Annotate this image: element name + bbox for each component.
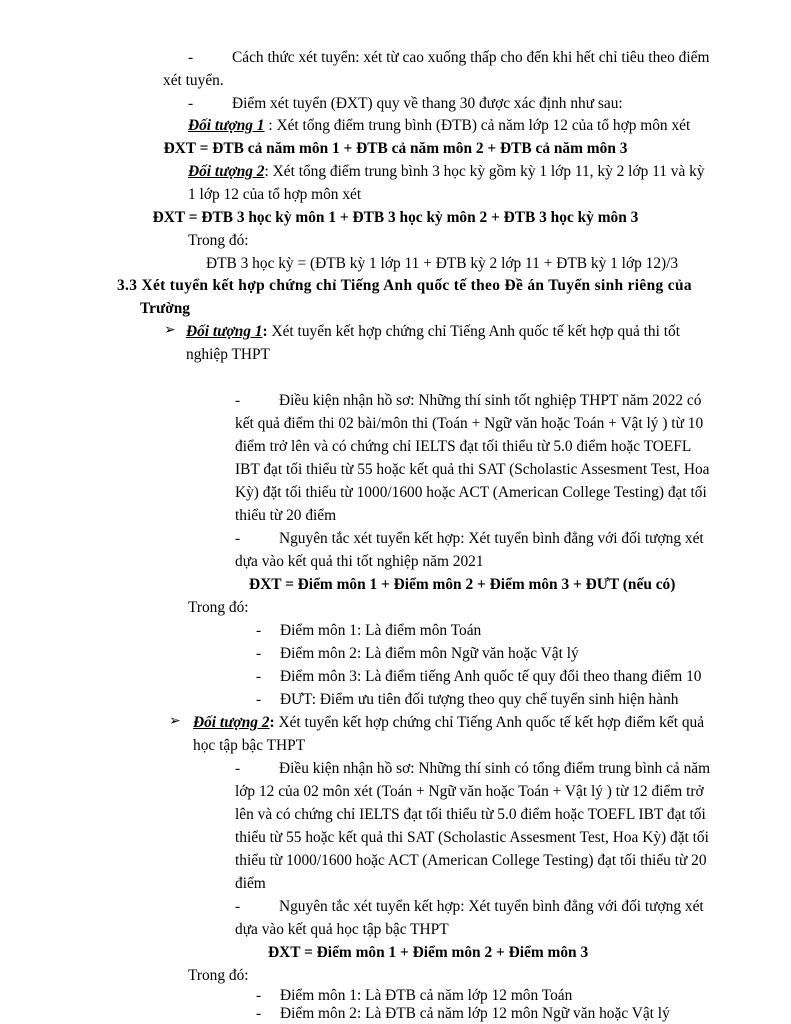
formula-2: ĐXT = ĐTB 3 học kỳ môn 1 + ĐTB 3 học kỳ môn 2 + ĐTB 3 học kỳ môn 3	[152, 209, 639, 226]
o1-text: Xét tuyển kết hợp chứng chỉ Tiếng Anh quốc tế kết hợp quả thi tốt	[267, 323, 680, 340]
arrow-bullet-icon: ➢	[169, 714, 181, 729]
list-dash: -	[256, 645, 262, 662]
dxt-intro: Điểm xét tuyển (ĐXT) quy về thang 30 được xác định như sau:	[232, 95, 623, 112]
o2-rule-line: dựa vào kết quả học tập bậc THPT	[235, 921, 449, 938]
arrow-bullet-icon: ➢	[164, 323, 176, 338]
object-2-label: Đối tượng 2	[188, 163, 265, 180]
o1-line: Đối tượng 1: Xét tuyển kết hợp chứng chỉ Tiếng Anh quốc tế kết hợp quả thi tốt	[186, 323, 680, 340]
object-2-text: : Xét tổng điểm trung bình 3 học kỳ gồm kỳ 1 lớp 11, kỳ 2 lớp 11 và kỳ	[264, 163, 705, 180]
o1-cond-line: IBT đạt tối thiểu từ 55 hoặc kết quả thi SAT (Scholastic Assesment Test, Hoa	[235, 461, 710, 478]
o1-text-cont: nghiệp THPT	[186, 346, 270, 363]
list-dash: -	[256, 987, 262, 1004]
o2-text: Xét tuyển kết hợp chứng chỉ Tiếng Anh quốc tế kết hợp điểm kết quả	[274, 714, 705, 731]
o2-item: Điểm môn 1: Là ĐTB cả năm lớp 12 môn Toán	[280, 987, 573, 1004]
o2-formula: ĐXT = Điểm môn 1 + Điểm môn 2 + Điểm môn 3	[268, 944, 589, 961]
o2-text-cont: học tập bậc THPT	[193, 737, 306, 754]
list-dash: -	[256, 622, 262, 639]
list-dash: -	[235, 392, 241, 409]
method-line-2: xét tuyển.	[163, 72, 224, 89]
o1-cond-line: Điều kiện nhận hồ sơ: Những thí sinh tốt nghiệp THPT năm 2022 có	[279, 392, 702, 409]
list-dash: -	[256, 668, 262, 685]
o1-item: Điểm môn 2: Là điểm môn Ngữ văn hoặc Vật lý	[280, 645, 579, 662]
list-dash: -	[235, 760, 241, 777]
o2-cond-line: lên và có chứng chỉ IELTS đạt tối thiểu từ 5.0 điểm hoặc TOEFL IBT đạt tối	[235, 806, 706, 823]
object-1-text: : Xét tổng điểm trung bình (ĐTB) cả năm lớp 12 của tổ hợp môn xét	[264, 117, 691, 134]
list-dash: -	[188, 95, 194, 112]
o1-cond-line: thiểu từ 20 điểm	[235, 507, 337, 524]
o1-trong-do: Trong đó:	[188, 599, 249, 616]
o2-cond-line: điểm	[235, 875, 266, 892]
object-2-text-cont: 1 lớp 12 của tổ hợp môn xét	[188, 186, 362, 203]
o1-rule-line: dựa vào kết quả thi tốt nghiệp năm 2021	[235, 553, 484, 570]
o2-line: Đối tượng 2: Xét tuyển kết hợp chứng chỉ Tiếng Anh quốc tế kết hợp điểm kết quả	[193, 714, 705, 731]
o2-cond-line: Điều kiện nhận hồ sơ: Những thí sinh có tổng điểm trung bình cả năm	[279, 760, 711, 777]
trong-do-label: Trong đó:	[188, 232, 249, 249]
o1-cond-line: điểm trở lên và có chứng chỉ IELTS đạt tối thiểu từ 5.0 điểm hoặc TOEFL	[235, 438, 692, 455]
formula-3: ĐTB 3 học kỳ = (ĐTB kỳ 1 lớp 11 + ĐTB kỳ 2 lớp 11 + ĐTB kỳ 1 lớp 12)/3	[206, 255, 679, 272]
object-1-label: Đối tượng 1	[188, 117, 265, 134]
o2-cond-line: lớp 12 của 02 môn xét (Toán + Ngữ văn hoặc Toán + Vật lý ) từ 12 điểm trở	[235, 783, 704, 800]
method-line-1: Cách thức xét tuyển: xét từ cao xuống thấp cho đến khi hết chỉ tiêu theo điểm	[232, 49, 710, 66]
list-dash: -	[188, 49, 194, 66]
o2-cond-line: thiểu từ 55 hoặc kết quả thi SAT (Scholastic Assesment Test, Hoa Kỳ) đặt tối	[235, 829, 709, 846]
o2-cond-line: thiểu từ 1000/1600 hoặc ACT (American College Testing) đạt tối thiểu từ 20	[235, 852, 707, 869]
o1-item: ĐƯT: Điểm ưu tiên đối tượng theo quy chế tuyển sinh hiện hành	[280, 691, 679, 708]
object-1-line	[188, 118, 690, 133]
o1-cond-line: kết quả điểm thi 02 bài/môn thi (Toán + Ngữ văn hoặc Toán + Vật lý ) từ 10	[235, 415, 704, 432]
o1-item: Điểm môn 1: Là điểm môn Toán	[280, 622, 482, 639]
o1-label: Đối tượng 1	[186, 323, 263, 340]
section-heading-cont: Trường	[140, 300, 190, 317]
o2-trong-do: Trong đó:	[188, 967, 249, 984]
o1-formula: ĐXT = Điểm môn 1 + Điểm môn 2 + Điểm môn 3 + ĐƯT (nếu có)	[249, 576, 676, 593]
list-dash: -	[256, 1005, 262, 1022]
o2-label: Đối tượng 2	[193, 714, 270, 731]
o1-rule-line: Nguyên tắc xét tuyển kết hợp: Xét tuyển bình đẳng với đối tượng xét	[279, 530, 704, 547]
o2-rule-line: Nguyên tắc xét tuyển kết hợp: Xét tuyển bình đẳng với đối tượng xét	[279, 898, 704, 915]
section-heading: 3.3 Xét tuyển kết hợp chứng chỉ Tiếng Anh quốc tế theo Đề án Tuyển sinh riêng của	[117, 277, 692, 294]
list-dash: -	[235, 530, 241, 547]
formula-1: ĐXT = ĐTB cả năm môn 1 + ĐTB cả năm môn 2 + ĐTB cả năm môn 3	[163, 140, 628, 157]
list-dash: -	[235, 898, 241, 915]
o2-item: Điểm môn 2: Là ĐTB cả năm lớp 12 môn Ngữ văn hoặc Vật lý	[280, 1005, 670, 1022]
list-dash: -	[256, 691, 262, 708]
object-2-line	[188, 164, 705, 179]
o1-cond-line: Kỳ) đặt tối thiểu từ 1000/1600 hoặc ACT (American College Testing) đạt tối	[235, 484, 707, 501]
o1-item: Điểm môn 3: Là điểm tiếng Anh quốc tế quy đổi theo thang điểm 10	[280, 668, 702, 685]
